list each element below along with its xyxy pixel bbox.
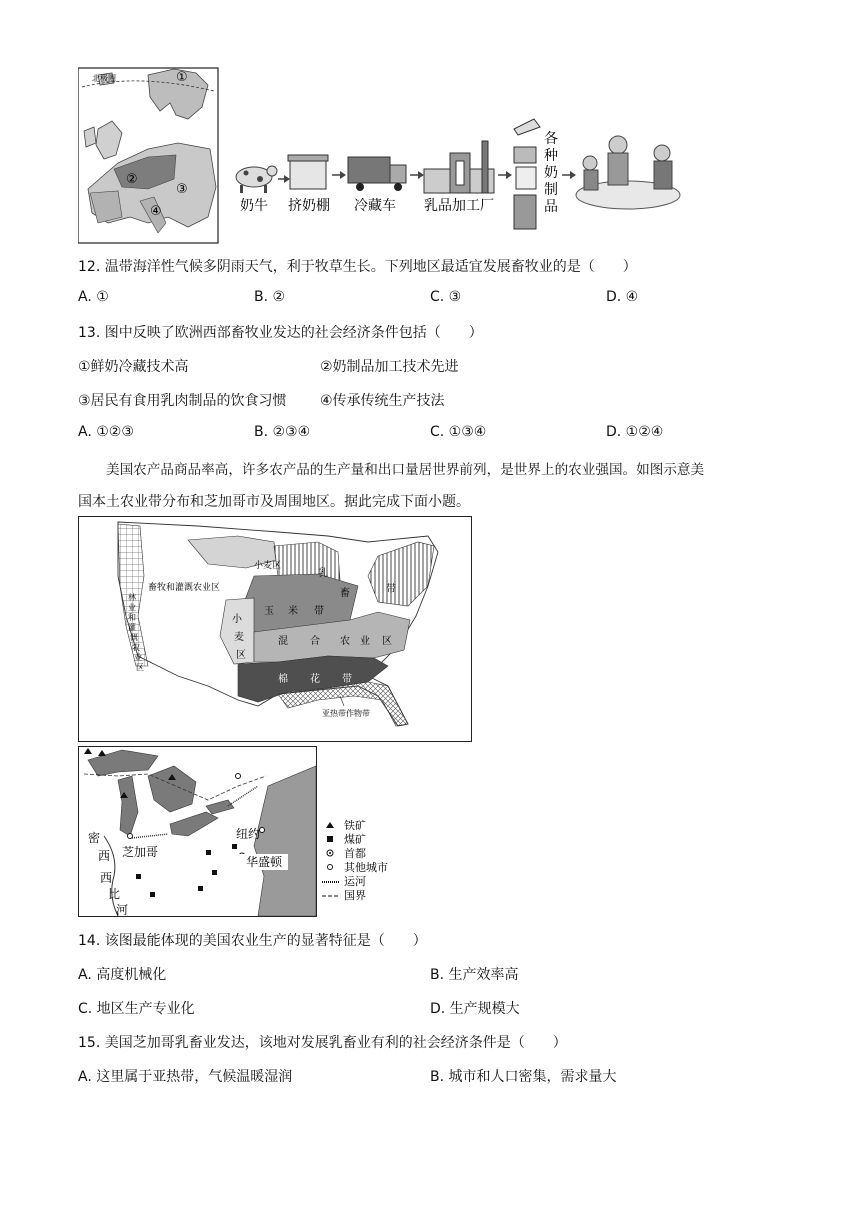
river-label-4: 比 (108, 887, 121, 901)
refrigerated-truck-icon (348, 157, 406, 191)
chain-cow-label: 奶牛 (240, 198, 268, 214)
label-grazing: 畜牧和灌溉农业区 (148, 583, 221, 593)
washington-label: 华盛顿 (246, 855, 283, 869)
q13-option-a[interactable]: A. ①②③ (78, 424, 134, 440)
q15-stem: 15. 美国芝加哥乳畜业发达，该地对发展乳畜业有利的社会经济条件是（ ） (78, 1035, 567, 1051)
label-wheat-s3: 区 (236, 650, 246, 661)
q14-option-b[interactable]: B. 生产效率高 (430, 967, 519, 983)
q14-stem: 14. 该图最能体现的美国农业生产的显著特征是（ ） (78, 933, 427, 949)
legend-coal: 煤矿 (344, 833, 366, 846)
chain-truck-label: 冷藏车 (354, 198, 396, 214)
label-cotton-1: 棉 (278, 674, 288, 685)
map-marker-1: ① (176, 70, 188, 85)
legend-iron-icon (326, 822, 334, 828)
map-marker-4: ④ (150, 204, 162, 219)
products-label-2: 种 (544, 148, 558, 164)
legend-city: 其他城市 (344, 861, 388, 874)
q15-option-b[interactable]: B. 城市和人口密集，需求量大 (430, 1069, 617, 1085)
river-label-1: 密 (88, 831, 101, 845)
label-west-3: 和 (128, 613, 136, 622)
passage-line-1: 美国农产品商品率高，许多农产品的生产量和出口量居世界前列，是世界上的农业强国。如图示意美 (106, 462, 705, 478)
label-west-1: 林 (128, 593, 136, 602)
map-marker-2: ② (126, 172, 138, 187)
label-mixed-1: 混 (278, 636, 288, 647)
q13-option-c[interactable]: C. ①③④ (430, 424, 487, 440)
passage-line-2: 国本土农业带分布和芝加哥市及周围地区。据此完成下面小题。 (78, 494, 470, 510)
legend-iron: 铁矿 (344, 819, 366, 832)
chicago-label: 芝加哥 (122, 845, 159, 859)
chicago-region-map (78, 746, 396, 918)
legend-capital: 首都 (344, 847, 366, 860)
label-cotton-2: 花 (310, 674, 320, 685)
label-cotton-3: 带 (342, 674, 352, 685)
chain-factory-label: 乳品加工厂 (424, 198, 494, 214)
q13-stem: 13. 图中反映了欧洲西部畜牧业发达的社会经济条件包括（ ） (78, 325, 483, 341)
river-label-5: 河 (116, 903, 129, 917)
products-label-5: 品 (544, 199, 558, 215)
q14-option-a[interactable]: A. 高度机械化 (78, 967, 167, 983)
label-west-5: 溉 (130, 633, 138, 642)
label-west-4: 灌 (128, 623, 136, 632)
newyork-label: 纽约 (236, 827, 261, 841)
label-west-8: 区 (136, 663, 144, 672)
label-mixed-4: 业 (360, 636, 370, 647)
q12-option-b[interactable]: B. ② (254, 289, 286, 305)
label-west-2: 业 (128, 603, 136, 612)
q13-option-b[interactable]: B. ②③④ (254, 424, 311, 440)
label-dairy-1: 乳 (318, 568, 328, 579)
q14-option-d[interactable]: D. 生产规模大 (430, 1001, 520, 1017)
dairy-products-icon (514, 119, 540, 229)
q12-stem: 12. 温带海洋性气候多阴雨天气，利于牧草生长。下列地区最适宜发展畜牧业的是（ ） (78, 259, 637, 275)
label-wheat-s1: 小 (232, 614, 242, 625)
chain-shed-label: 挤奶棚 (288, 198, 330, 214)
europe-figure (78, 67, 688, 245)
label-dairy-3: 带 (386, 584, 396, 595)
label-corn-1: 玉 (264, 606, 274, 617)
river-label-2: 西 (98, 849, 111, 863)
river-label-3: 西 (100, 871, 113, 885)
legend-border: 国界 (344, 889, 366, 902)
products-label-3: 奶 (544, 165, 558, 181)
products-label-4: 制 (544, 182, 558, 198)
legend-coal-icon (327, 836, 333, 842)
dining-scene-icon (576, 136, 680, 209)
dairy-factory-icon (424, 141, 494, 193)
cow-icon (236, 166, 277, 193)
label-subtropical: 亚热带作物带 (322, 709, 370, 718)
q13-item-3: ③居民有食用乳肉制品的饮食习惯 (78, 393, 287, 409)
legend-city-icon (328, 865, 333, 870)
q13-option-d[interactable]: D. ①②④ (606, 424, 664, 440)
label-wheat-north: 小麦区 (254, 561, 282, 571)
q12-option-a[interactable]: A. ① (78, 289, 109, 305)
label-corn-3: 带 (314, 606, 324, 617)
milking-shed-icon (288, 155, 328, 189)
label-west-6: 农 (132, 643, 140, 652)
map-marker-3: ③ (176, 182, 188, 197)
label-mixed-2: 合 (310, 636, 320, 647)
q12-option-d[interactable]: D. ④ (606, 289, 639, 305)
label-wheat-s2: 麦 (234, 632, 244, 643)
legend-canal: 运河 (344, 875, 366, 888)
arctic-circle-label: 北极圈 (92, 74, 116, 83)
q15-option-a[interactable]: A. 这里属于亚热带，气候温暖湿润 (78, 1069, 293, 1085)
label-mixed-3: 农 (340, 636, 350, 647)
q13-item-2: ②奶制品加工技术先进 (320, 359, 459, 375)
us-agri-map (78, 516, 472, 742)
label-corn-2: 米 (288, 606, 298, 617)
label-dairy-2: 畜 (340, 588, 350, 599)
label-west-7: 业 (134, 653, 142, 662)
q14-option-c[interactable]: C. 地区生产专业化 (78, 1001, 195, 1017)
q13-item-1: ①鲜奶冷藏技术高 (78, 359, 189, 375)
label-mixed-5: 区 (382, 636, 392, 647)
q12-option-c[interactable]: C. ③ (430, 289, 462, 305)
products-label-1: 各 (544, 131, 558, 147)
q13-item-4: ④传承传统生产技法 (320, 393, 445, 409)
